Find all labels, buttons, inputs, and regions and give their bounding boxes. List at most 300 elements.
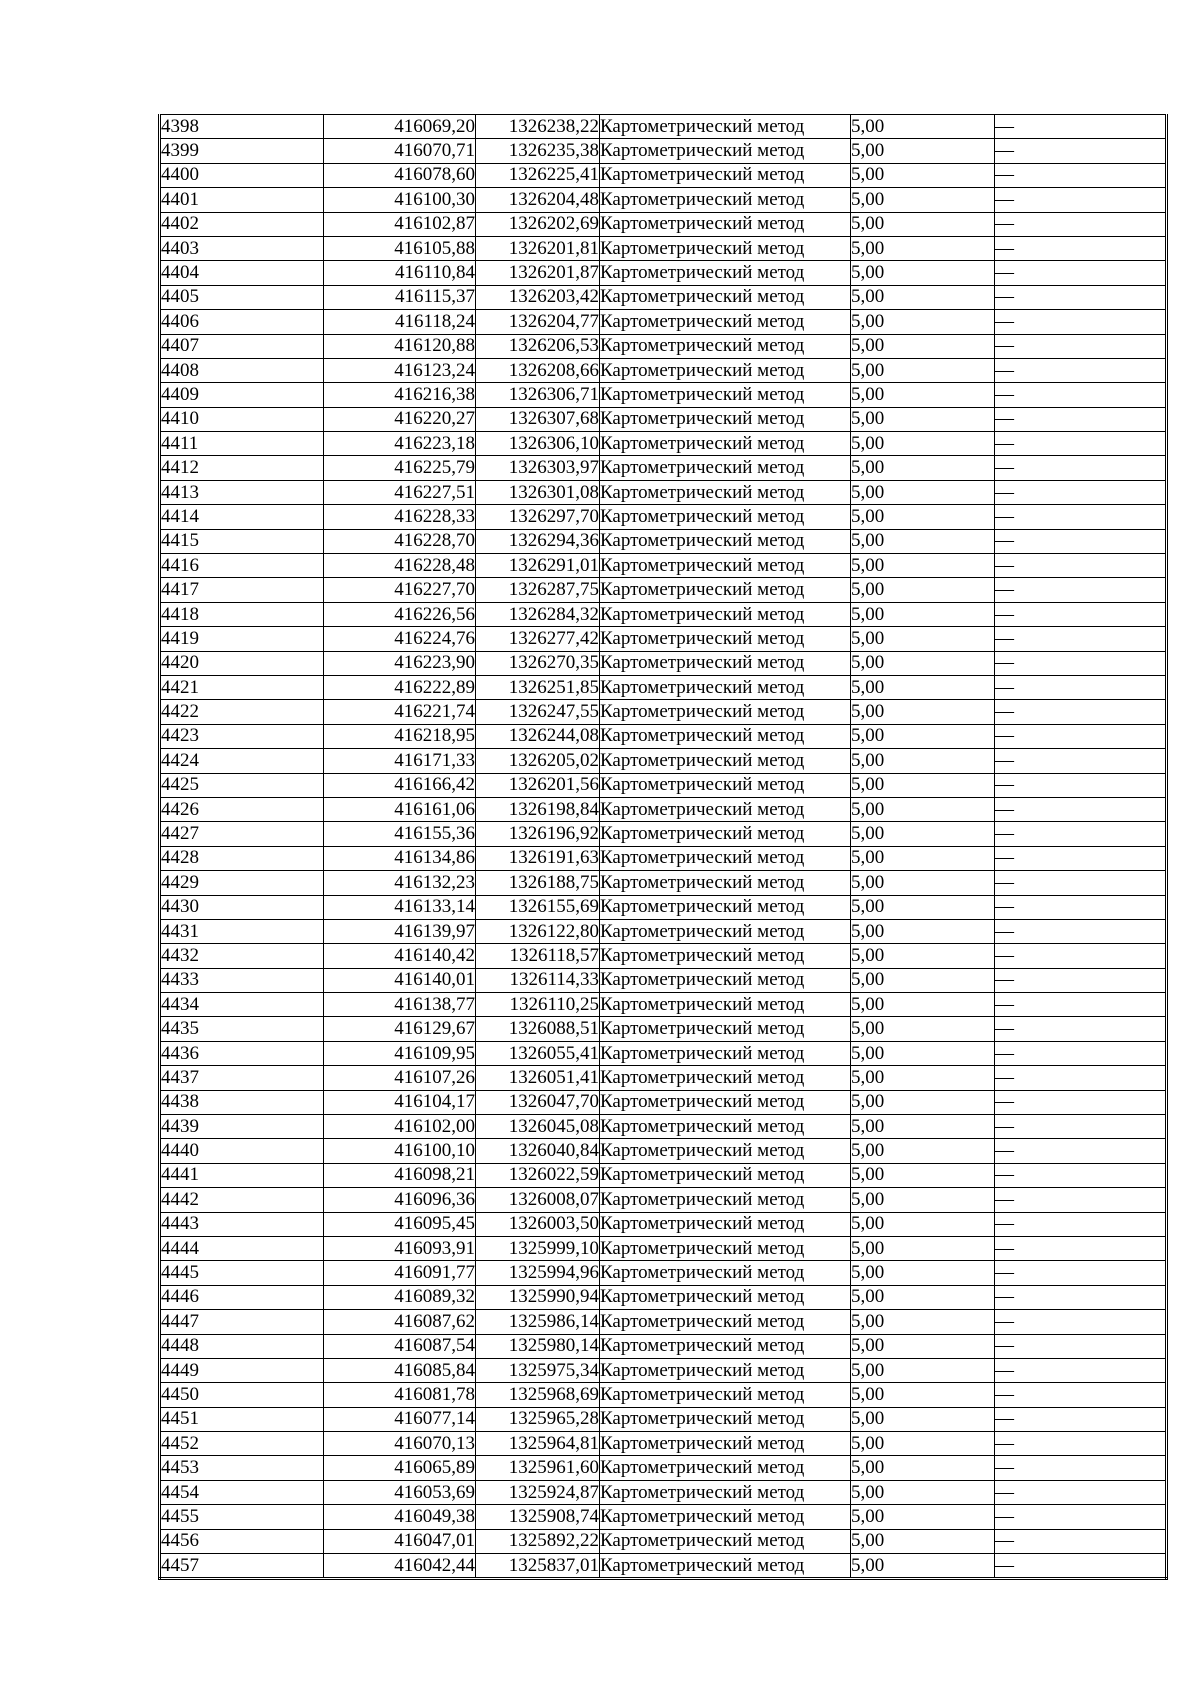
- note-cell: —: [995, 1017, 1167, 1041]
- x-coordinate-cell: 416070,71: [324, 139, 476, 163]
- point-number-cell: 4434: [160, 993, 324, 1017]
- method-cell: Картометрический метод: [600, 578, 851, 602]
- method-cell: Картометрический метод: [600, 383, 851, 407]
- y-coordinate-cell: 1326088,51: [476, 1017, 600, 1041]
- table-row: [160, 383, 1167, 407]
- table-row: [160, 1066, 1167, 1090]
- x-coordinate-cell: 416223,18: [324, 432, 476, 456]
- table-row: [160, 1554, 1167, 1579]
- table-row: [160, 1090, 1167, 1114]
- method-cell: Картометрический метод: [600, 1456, 851, 1480]
- accuracy-cell: 5,00: [851, 334, 995, 358]
- table-row: [160, 578, 1167, 602]
- point-number-cell: 4413: [160, 480, 324, 504]
- point-number-cell: 4410: [160, 407, 324, 431]
- method-cell: Картометрический метод: [600, 188, 851, 212]
- x-coordinate-cell: 416228,48: [324, 554, 476, 578]
- note-cell: —: [995, 432, 1167, 456]
- point-number-cell: 4418: [160, 602, 324, 626]
- note-cell: —: [995, 383, 1167, 407]
- table-row: [160, 1285, 1167, 1309]
- method-cell: Картометрический метод: [600, 1188, 851, 1212]
- point-number-cell: 4447: [160, 1310, 324, 1334]
- table-row: [160, 358, 1167, 382]
- y-coordinate-cell: 1326191,63: [476, 846, 600, 870]
- x-coordinate-cell: 416223,90: [324, 651, 476, 675]
- note-cell: —: [995, 285, 1167, 309]
- x-coordinate-cell: 416227,70: [324, 578, 476, 602]
- y-coordinate-cell: 1326225,41: [476, 163, 600, 187]
- table-row: [160, 871, 1167, 895]
- x-coordinate-cell: 416053,69: [324, 1480, 476, 1504]
- accuracy-cell: 5,00: [851, 432, 995, 456]
- note-cell: —: [995, 115, 1167, 139]
- method-cell: Картометрический метод: [600, 773, 851, 797]
- y-coordinate-cell: 1325961,60: [476, 1456, 600, 1480]
- y-coordinate-cell: 1326051,41: [476, 1066, 600, 1090]
- point-number-cell: 4398: [160, 115, 324, 139]
- table-row: [160, 968, 1167, 992]
- point-number-cell: 4424: [160, 749, 324, 773]
- accuracy-cell: 5,00: [851, 919, 995, 943]
- method-cell: Картометрический метод: [600, 1285, 851, 1309]
- note-cell: —: [995, 358, 1167, 382]
- y-coordinate-cell: 1326155,69: [476, 895, 600, 919]
- accuracy-cell: 5,00: [851, 1358, 995, 1382]
- table-row: [160, 432, 1167, 456]
- accuracy-cell: 5,00: [851, 139, 995, 163]
- method-cell: Картометрический метод: [600, 456, 851, 480]
- note-cell: —: [995, 822, 1167, 846]
- accuracy-cell: 5,00: [851, 822, 995, 846]
- x-coordinate-cell: 416096,36: [324, 1188, 476, 1212]
- y-coordinate-cell: 1326202,69: [476, 212, 600, 236]
- x-coordinate-cell: 416105,88: [324, 236, 476, 260]
- note-cell: —: [995, 1383, 1167, 1407]
- x-coordinate-cell: 416110,84: [324, 261, 476, 285]
- table-row: [160, 1188, 1167, 1212]
- accuracy-cell: 5,00: [851, 578, 995, 602]
- method-cell: Картометрический метод: [600, 1115, 851, 1139]
- accuracy-cell: 5,00: [851, 456, 995, 480]
- y-coordinate-cell: 1326198,84: [476, 797, 600, 821]
- method-cell: Картометрический метод: [600, 212, 851, 236]
- x-coordinate-cell: 416118,24: [324, 310, 476, 334]
- accuracy-cell: 5,00: [851, 358, 995, 382]
- method-cell: Картометрический метод: [600, 602, 851, 626]
- method-cell: Картометрический метод: [600, 944, 851, 968]
- y-coordinate-cell: 1326204,48: [476, 188, 600, 212]
- x-coordinate-cell: 416065,89: [324, 1456, 476, 1480]
- point-number-cell: 4429: [160, 871, 324, 895]
- table-row: [160, 1505, 1167, 1529]
- accuracy-cell: 5,00: [851, 1285, 995, 1309]
- note-cell: —: [995, 1090, 1167, 1114]
- point-number-cell: 4422: [160, 700, 324, 724]
- accuracy-cell: 5,00: [851, 1505, 995, 1529]
- x-coordinate-cell: 416115,37: [324, 285, 476, 309]
- accuracy-cell: 5,00: [851, 1017, 995, 1041]
- note-cell: —: [995, 919, 1167, 943]
- method-cell: Картометрический метод: [600, 261, 851, 285]
- accuracy-cell: 5,00: [851, 1554, 995, 1579]
- method-cell: Картометрический метод: [600, 236, 851, 260]
- accuracy-cell: 5,00: [851, 1529, 995, 1553]
- y-coordinate-cell: 1325908,74: [476, 1505, 600, 1529]
- point-number-cell: 4448: [160, 1334, 324, 1358]
- x-coordinate-cell: 416042,44: [324, 1554, 476, 1579]
- y-coordinate-cell: 1325964,81: [476, 1432, 600, 1456]
- method-cell: Картометрический метод: [600, 1066, 851, 1090]
- point-number-cell: 4423: [160, 724, 324, 748]
- accuracy-cell: 5,00: [851, 480, 995, 504]
- x-coordinate-cell: 416228,33: [324, 505, 476, 529]
- note-cell: —: [995, 1529, 1167, 1553]
- table-row: [160, 285, 1167, 309]
- y-coordinate-cell: 1326201,81: [476, 236, 600, 260]
- x-coordinate-cell: 416047,01: [324, 1529, 476, 1553]
- note-cell: —: [995, 1285, 1167, 1309]
- point-number-cell: 4404: [160, 261, 324, 285]
- point-number-cell: 4405: [160, 285, 324, 309]
- point-number-cell: 4409: [160, 383, 324, 407]
- accuracy-cell: 5,00: [851, 675, 995, 699]
- table-row: [160, 1017, 1167, 1041]
- accuracy-cell: 5,00: [851, 773, 995, 797]
- x-coordinate-cell: 416085,84: [324, 1358, 476, 1382]
- note-cell: —: [995, 724, 1167, 748]
- y-coordinate-cell: 1326008,07: [476, 1188, 600, 1212]
- x-coordinate-cell: 416140,42: [324, 944, 476, 968]
- method-cell: Картометрический метод: [600, 968, 851, 992]
- method-cell: Картометрический метод: [600, 749, 851, 773]
- y-coordinate-cell: 1326203,42: [476, 285, 600, 309]
- accuracy-cell: 5,00: [851, 285, 995, 309]
- x-coordinate-cell: 416225,79: [324, 456, 476, 480]
- x-coordinate-cell: 416091,77: [324, 1261, 476, 1285]
- accuracy-cell: 5,00: [851, 310, 995, 334]
- note-cell: —: [995, 602, 1167, 626]
- method-cell: Картометрический метод: [600, 1310, 851, 1334]
- method-cell: Картометрический метод: [600, 1212, 851, 1236]
- method-cell: Картометрический метод: [600, 1358, 851, 1382]
- point-number-cell: 4455: [160, 1505, 324, 1529]
- table-row: [160, 261, 1167, 285]
- y-coordinate-cell: 1325986,14: [476, 1310, 600, 1334]
- method-cell: Картометрический метод: [600, 529, 851, 553]
- y-coordinate-cell: 1326297,70: [476, 505, 600, 529]
- method-cell: Картометрический метод: [600, 1529, 851, 1553]
- method-cell: Картометрический метод: [600, 895, 851, 919]
- x-coordinate-cell: 416134,86: [324, 846, 476, 870]
- x-coordinate-cell: 416220,27: [324, 407, 476, 431]
- accuracy-cell: 5,00: [851, 1115, 995, 1139]
- x-coordinate-cell: 416216,38: [324, 383, 476, 407]
- note-cell: —: [995, 675, 1167, 699]
- table-row: [160, 602, 1167, 626]
- accuracy-cell: 5,00: [851, 1188, 995, 1212]
- method-cell: Картометрический метод: [600, 310, 851, 334]
- note-cell: —: [995, 1261, 1167, 1285]
- accuracy-cell: 5,00: [851, 1383, 995, 1407]
- method-cell: Картометрический метод: [600, 163, 851, 187]
- note-cell: —: [995, 1505, 1167, 1529]
- method-cell: Картометрический метод: [600, 1334, 851, 1358]
- method-cell: Картометрический метод: [600, 1236, 851, 1260]
- x-coordinate-cell: 416228,70: [324, 529, 476, 553]
- table-row: [160, 1236, 1167, 1260]
- table-row: [160, 529, 1167, 553]
- point-number-cell: 4428: [160, 846, 324, 870]
- note-cell: —: [995, 139, 1167, 163]
- table-row: [160, 505, 1167, 529]
- note-cell: —: [995, 334, 1167, 358]
- accuracy-cell: 5,00: [851, 1261, 995, 1285]
- point-number-cell: 4400: [160, 163, 324, 187]
- method-cell: Картометрический метод: [600, 139, 851, 163]
- accuracy-cell: 5,00: [851, 700, 995, 724]
- method-cell: Картометрический метод: [600, 1017, 851, 1041]
- y-coordinate-cell: 1326201,87: [476, 261, 600, 285]
- table-row: [160, 773, 1167, 797]
- accuracy-cell: 5,00: [851, 627, 995, 651]
- y-coordinate-cell: 1326047,70: [476, 1090, 600, 1114]
- point-number-cell: 4444: [160, 1236, 324, 1260]
- method-cell: Картометрический метод: [600, 1432, 851, 1456]
- accuracy-cell: 5,00: [851, 895, 995, 919]
- note-cell: —: [995, 1236, 1167, 1260]
- note-cell: —: [995, 627, 1167, 651]
- y-coordinate-cell: 1326201,56: [476, 773, 600, 797]
- point-number-cell: 4430: [160, 895, 324, 919]
- note-cell: —: [995, 773, 1167, 797]
- method-cell: Картометрический метод: [600, 1480, 851, 1504]
- x-coordinate-cell: 416140,01: [324, 968, 476, 992]
- table-row: [160, 1358, 1167, 1382]
- x-coordinate-cell: 416098,21: [324, 1163, 476, 1187]
- x-coordinate-cell: 416221,74: [324, 700, 476, 724]
- y-coordinate-cell: 1325965,28: [476, 1407, 600, 1431]
- table-row: [160, 554, 1167, 578]
- method-cell: Картометрический метод: [600, 358, 851, 382]
- table-row: [160, 1139, 1167, 1163]
- note-cell: —: [995, 651, 1167, 675]
- note-cell: —: [995, 480, 1167, 504]
- y-coordinate-cell: 1325980,14: [476, 1334, 600, 1358]
- table-row: [160, 163, 1167, 187]
- point-number-cell: 4401: [160, 188, 324, 212]
- accuracy-cell: 5,00: [851, 1236, 995, 1260]
- y-coordinate-cell: 1326244,08: [476, 724, 600, 748]
- y-coordinate-cell: 1326307,68: [476, 407, 600, 431]
- note-cell: —: [995, 1456, 1167, 1480]
- table-row: [160, 651, 1167, 675]
- table-row: [160, 993, 1167, 1017]
- y-coordinate-cell: 1325892,22: [476, 1529, 600, 1553]
- note-cell: —: [995, 1212, 1167, 1236]
- note-cell: —: [995, 1480, 1167, 1504]
- table-row: [160, 310, 1167, 334]
- note-cell: —: [995, 944, 1167, 968]
- table-row: [160, 1456, 1167, 1480]
- accuracy-cell: 5,00: [851, 1310, 995, 1334]
- note-cell: —: [995, 846, 1167, 870]
- note-cell: —: [995, 1139, 1167, 1163]
- method-cell: Картометрический метод: [600, 822, 851, 846]
- accuracy-cell: 5,00: [851, 797, 995, 821]
- note-cell: —: [995, 968, 1167, 992]
- accuracy-cell: 5,00: [851, 505, 995, 529]
- note-cell: —: [995, 554, 1167, 578]
- method-cell: Картометрический метод: [600, 480, 851, 504]
- point-number-cell: 4453: [160, 1456, 324, 1480]
- accuracy-cell: 5,00: [851, 968, 995, 992]
- accuracy-cell: 5,00: [851, 1407, 995, 1431]
- point-number-cell: 4403: [160, 236, 324, 260]
- x-coordinate-cell: 416087,62: [324, 1310, 476, 1334]
- x-coordinate-cell: 416166,42: [324, 773, 476, 797]
- point-number-cell: 4432: [160, 944, 324, 968]
- table-row: [160, 236, 1167, 260]
- table-row: [160, 700, 1167, 724]
- table-row: [160, 115, 1167, 139]
- method-cell: Картометрический метод: [600, 407, 851, 431]
- point-number-cell: 4440: [160, 1139, 324, 1163]
- accuracy-cell: 5,00: [851, 1480, 995, 1504]
- note-cell: —: [995, 1041, 1167, 1065]
- y-coordinate-cell: 1326287,75: [476, 578, 600, 602]
- y-coordinate-cell: 1326206,53: [476, 334, 600, 358]
- point-number-cell: 4407: [160, 334, 324, 358]
- point-number-cell: 4437: [160, 1066, 324, 1090]
- method-cell: Картометрический метод: [600, 627, 851, 651]
- method-cell: Картометрический метод: [600, 724, 851, 748]
- accuracy-cell: 5,00: [851, 1334, 995, 1358]
- note-cell: —: [995, 1407, 1167, 1431]
- point-number-cell: 4442: [160, 1188, 324, 1212]
- table-row: [160, 188, 1167, 212]
- point-number-cell: 4406: [160, 310, 324, 334]
- point-number-cell: 4452: [160, 1432, 324, 1456]
- method-cell: Картометрический метод: [600, 1163, 851, 1187]
- x-coordinate-cell: 416226,56: [324, 602, 476, 626]
- point-number-cell: 4399: [160, 139, 324, 163]
- table-row: [160, 334, 1167, 358]
- method-cell: Картометрический метод: [600, 846, 851, 870]
- x-coordinate-cell: 416224,76: [324, 627, 476, 651]
- x-coordinate-cell: 416077,14: [324, 1407, 476, 1431]
- accuracy-cell: 5,00: [851, 529, 995, 553]
- y-coordinate-cell: 1326045,08: [476, 1115, 600, 1139]
- method-cell: Картометрический метод: [600, 1505, 851, 1529]
- point-number-cell: 4449: [160, 1358, 324, 1382]
- y-coordinate-cell: 1325999,10: [476, 1236, 600, 1260]
- y-coordinate-cell: 1326303,97: [476, 456, 600, 480]
- x-coordinate-cell: 416093,91: [324, 1236, 476, 1260]
- table-row: [160, 139, 1167, 163]
- y-coordinate-cell: 1326003,50: [476, 1212, 600, 1236]
- note-cell: —: [995, 797, 1167, 821]
- method-cell: Картометрический метод: [600, 651, 851, 675]
- point-number-cell: 4425: [160, 773, 324, 797]
- point-number-cell: 4419: [160, 627, 324, 651]
- point-number-cell: 4408: [160, 358, 324, 382]
- note-cell: —: [995, 749, 1167, 773]
- y-coordinate-cell: 1325968,69: [476, 1383, 600, 1407]
- accuracy-cell: 5,00: [851, 749, 995, 773]
- y-coordinate-cell: 1326204,77: [476, 310, 600, 334]
- note-cell: —: [995, 310, 1167, 334]
- method-cell: Картометрический метод: [600, 285, 851, 309]
- note-cell: —: [995, 871, 1167, 895]
- y-coordinate-cell: 1325994,96: [476, 1261, 600, 1285]
- coordinates-table-body: [160, 115, 1167, 1579]
- table-row: [160, 749, 1167, 773]
- x-coordinate-cell: 416102,00: [324, 1115, 476, 1139]
- x-coordinate-cell: 416104,17: [324, 1090, 476, 1114]
- y-coordinate-cell: 1326270,35: [476, 651, 600, 675]
- point-number-cell: 4416: [160, 554, 324, 578]
- point-number-cell: 4441: [160, 1163, 324, 1187]
- note-cell: —: [995, 188, 1167, 212]
- method-cell: Картометрический метод: [600, 700, 851, 724]
- point-number-cell: 4417: [160, 578, 324, 602]
- method-cell: Картометрический метод: [600, 675, 851, 699]
- note-cell: —: [995, 456, 1167, 480]
- point-number-cell: 4456: [160, 1529, 324, 1553]
- x-coordinate-cell: 416109,95: [324, 1041, 476, 1065]
- method-cell: Картометрический метод: [600, 1407, 851, 1431]
- x-coordinate-cell: 416078,60: [324, 163, 476, 187]
- table-row: [160, 407, 1167, 431]
- point-number-cell: 4450: [160, 1383, 324, 1407]
- note-cell: —: [995, 1432, 1167, 1456]
- y-coordinate-cell: 1326122,80: [476, 919, 600, 943]
- accuracy-cell: 5,00: [851, 944, 995, 968]
- y-coordinate-cell: 1325990,94: [476, 1285, 600, 1309]
- table-row: [160, 1115, 1167, 1139]
- accuracy-cell: 5,00: [851, 846, 995, 870]
- accuracy-cell: 5,00: [851, 871, 995, 895]
- method-cell: Картометрический метод: [600, 871, 851, 895]
- note-cell: —: [995, 1334, 1167, 1358]
- note-cell: —: [995, 505, 1167, 529]
- y-coordinate-cell: 1326306,71: [476, 383, 600, 407]
- x-coordinate-cell: 416120,88: [324, 334, 476, 358]
- x-coordinate-cell: 416132,23: [324, 871, 476, 895]
- x-coordinate-cell: 416227,51: [324, 480, 476, 504]
- method-cell: Картометрический метод: [600, 1041, 851, 1065]
- y-coordinate-cell: 1326247,55: [476, 700, 600, 724]
- y-coordinate-cell: 1326208,66: [476, 358, 600, 382]
- method-cell: Картометрический метод: [600, 1261, 851, 1285]
- method-cell: Картометрический метод: [600, 919, 851, 943]
- x-coordinate-cell: 416218,95: [324, 724, 476, 748]
- point-number-cell: 4414: [160, 505, 324, 529]
- note-cell: —: [995, 578, 1167, 602]
- x-coordinate-cell: 416100,10: [324, 1139, 476, 1163]
- y-coordinate-cell: 1326238,22: [476, 115, 600, 139]
- y-coordinate-cell: 1326040,84: [476, 1139, 600, 1163]
- x-coordinate-cell: 416123,24: [324, 358, 476, 382]
- x-coordinate-cell: 416102,87: [324, 212, 476, 236]
- method-cell: Картометрический метод: [600, 1554, 851, 1579]
- point-number-cell: 4431: [160, 919, 324, 943]
- table-row: [160, 1310, 1167, 1334]
- table-row: [160, 724, 1167, 748]
- method-cell: Картометрический метод: [600, 1139, 851, 1163]
- table-row: [160, 1212, 1167, 1236]
